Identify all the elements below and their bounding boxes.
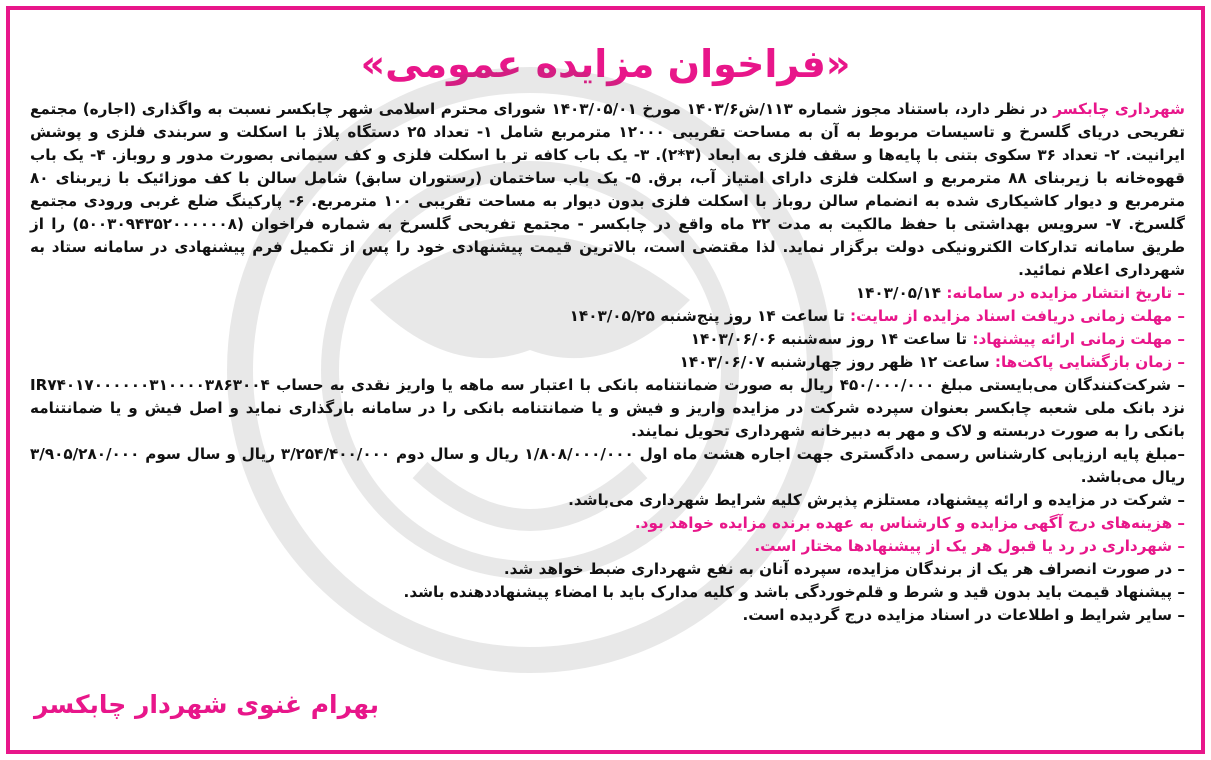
date-item-publish	[30, 282, 1185, 305]
date-item-proposal	[30, 328, 1185, 351]
note-item-highlight: – هزینه‌های درج آگهی مزایده و کارشناس به عهده برنده مزایده خواهد بود.	[634, 514, 1185, 532]
date-item-opening	[30, 351, 1185, 374]
date-value: تا ساعت ۱۴ روز پنج‌شنبه ۱۴۰۳/۰۵/۲۵	[569, 307, 851, 325]
municipality-name: شهرداری چابکسر	[1053, 100, 1185, 118]
date-value: تا ساعت ۱۴ روز سه‌شنبه ۱۴۰۳/۰۶/۰۶	[690, 330, 973, 348]
announcement-title: «فراخوان مزایده عمومی»	[360, 42, 851, 86]
mayor-signature: بهرام غنوی شهردار چابکسر	[34, 690, 380, 719]
note-item: – در صورت انصراف هر یک از برندگان مزایده، سپرده آنان به نفع شهرداری ضبط خواهد شد.	[503, 560, 1185, 578]
note-item: – شرکت در مزایده و ارائه پیشنهاد، مستلزم پذیرش کلیه شرایط شهرداری می‌باشد.	[568, 491, 1185, 509]
intro-text: در نظر دارد، باستناد مجوز شماره ۱۱۳/ش۱۴۰۳/۶ مورخ ۱۴۰۳/۰۵/۰۱ شورای محترم اسلامی شهر چابکسر نسبت به واگذاری (اجاره) مجتمع تفریحی دریای گلسرخ و تاسیسات مربوط به آن به مساحت تقریبی ۱۲۰۰۰ مترمربع شامل ۱- تعداد ۲۵ دستگاه پلاژ با اسکلت و سربندی فلزی و پوشش ایرانیت. ۲- تعداد ۳۶ سکوی بتنی با پایه‌ها و سقف فلزی به ابعاد (۳*۲). ۳- یک باب کافه تر با اسکلت فلزی و کف سیمانی بصورت مدور و روباز. ۴- یک باب قهوه‌خانه با زیربنای ۸۸ مترمربع و اسکلت فلزی دارای امتیاز آب، برق. ۵- یک باب ساختمان (رستوران سابق) شامل سالن با کف موزائیک با زیربنای ۸۰ مترمربع و دیوار کاشیکاری شده به انضمام سالن روباز با اسکلت فلزی بدون دیوار به مساحت تقریبی ۱۰۰ مترمربع. ۶- پارکینگ ضلع غربی ورودی مجتمع گلسرخ. ۷- سرویس بهداشتی با حفظ مالکیت به مدت ۳۲ ماه واقع در چابکسر - مجتمع تفریحی گلسرخ به شماره فراخوان (۵۰۰۳۰۹۴۳۵۲۰۰۰۰۰۰۸) را از طریق سامانه تدارکات الکترونیکی دولت برگزار نماید. لذا مقتضی است، بالاترین قیمت پیشنهادی خود را پس از تکمیل فرم پیشنهادی در سامانه ستاد به شهرداری اعلام نمائید.	[30, 100, 1185, 279]
announcement-body	[30, 98, 1185, 627]
date-label: – مهلت زمانی دریافت اسناد مزایده از سایت:	[850, 307, 1185, 325]
guarantee-paragraph: – شرکت‌کنندگان می‌بایستی مبلغ ۴۵۰/۰۰۰/۰۰۰ ریال به صورت ضمانتنامه بانکی با اعتبار سه ماهه یا واریز نقدی به حساب IR۷۴۰۱۷۰۰۰۰۰۰۳۱۰۰۰۰۳۸۶۳۰۰۴ نزد بانک ملی شعبه چابکسر بعنوان سپرده شرکت در مزایده واریز و فیش و یا ضمانتنامه بانکی را در سامانه بارگذاری نماید و اصل فیش و یا ضمانتنامه بانکی را به صورت دربسته و لاک و مهر به دبیرخانه شهرداری تحویل نمایند.	[30, 376, 1185, 440]
date-value: ساعت ۱۲ ظهر روز چهارشنبه ۱۴۰۳/۰۶/۰۷	[679, 353, 995, 371]
date-label: – تاریخ انتشار مزایده در سامانه:	[946, 284, 1185, 302]
note-item: – پیشنهاد قیمت باید بدون قید و شرط و قلم‌خوردگی باشد و کلیه مدارک باید با امضاء پیشنهاددهنده باشد.	[403, 583, 1185, 601]
date-value: ۱۴۰۳/۰۵/۱۴	[855, 284, 947, 302]
date-label: – زمان بازگشایی پاکت‌ها:	[994, 353, 1185, 371]
note-item-highlight: – شهرداری در رد یا قبول هر یک از پیشنهادها مختار است.	[754, 537, 1185, 555]
date-item-documents	[30, 305, 1185, 328]
announcement-frame	[6, 6, 1205, 754]
base-price-paragraph: –مبلغ پایه ارزیابی کارشناس رسمی دادگستری جهت اجاره هشت ماه اول ۱/۸۰۸/۰۰۰/۰۰۰ ریال و سال دوم ۳/۲۵۴/۴۰۰/۰۰۰ ریال و سال سوم ۳/۹۰۵/۲۸۰/۰۰۰ ریال می‌باشد.	[30, 445, 1186, 486]
date-label: – مهلت زمانی ارائه پیشنهاد:	[972, 330, 1185, 348]
note-item: – سایر شرایط و اطلاعات در اسناد مزایده درج گردیده است.	[742, 606, 1185, 624]
intro-paragraph	[30, 98, 1185, 282]
